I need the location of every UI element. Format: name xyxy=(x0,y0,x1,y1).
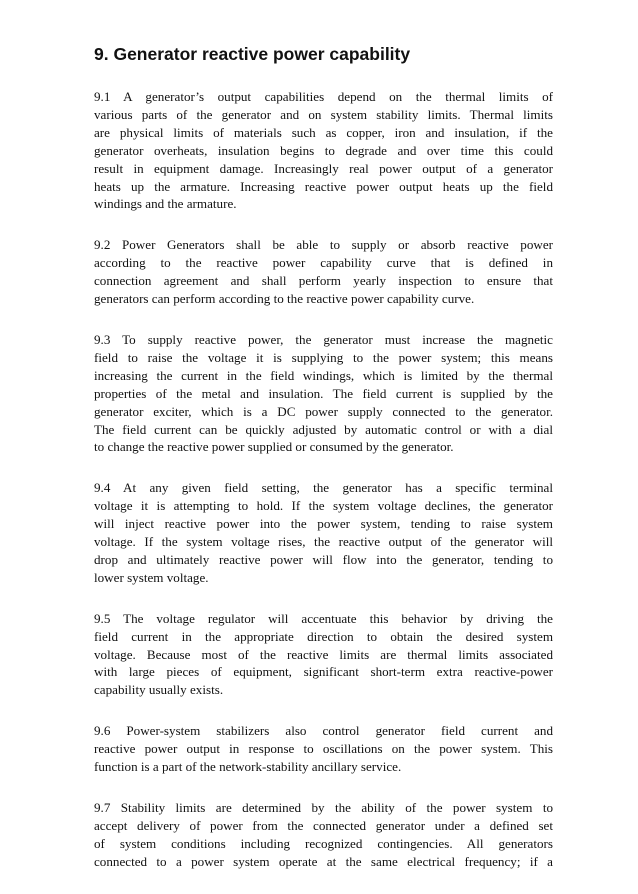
text-line: capability usually exists. xyxy=(94,682,224,698)
paragraph-2 xyxy=(94,236,553,308)
text-line: 9.3 To supply reactive power, the generator must increase the magnetic xyxy=(94,331,553,347)
text-line: voltage. Because most of the reactive limits are thermal limits associated xyxy=(94,646,553,662)
paragraph-6 xyxy=(94,722,553,776)
text-line: reactive power output in response to oscillations on the power system. This xyxy=(94,741,553,757)
text-line: 9.7 Stability limits are determined by the ability of the power system to xyxy=(94,800,553,815)
text-line: of system conditions including recognized contingencies. All generators xyxy=(94,835,553,851)
text-line: function is a part of the network-stability ancillary service. xyxy=(94,759,402,775)
paragraph-4 xyxy=(94,479,553,586)
text-line: result in equipment damage. Increasingly real power output of a generator xyxy=(94,160,553,176)
document-body xyxy=(94,88,553,894)
paragraph-3 xyxy=(94,331,553,456)
text-line: generator overheats, insulation begins to degrade and over time this could xyxy=(94,142,553,158)
text-line: will inject reactive power into the power system, tending to raise system xyxy=(94,516,553,532)
text-line: field to raise the voltage it is supplying to the power system; this means xyxy=(94,349,553,365)
text-line: heats up the armature. Increasing reactive power output heats up the field xyxy=(94,178,553,194)
text-line: voltage it is attempting to hold. If the system voltage declines, the generator xyxy=(94,498,553,514)
text-line: field current in the appropriate direction to obtain the desired system xyxy=(94,628,553,644)
text-line: 9.1 A generator’s output capabilities depend on the thermal limits of xyxy=(94,89,553,104)
paragraph-5 xyxy=(94,610,553,700)
text-line: The field current can be quickly adjusted by automatic control or with a dial xyxy=(94,421,553,437)
paragraph-7 xyxy=(94,799,553,871)
text-line: accept delivery of power from the connected generator under a defined set xyxy=(94,817,553,833)
text-line: 9.2 Power Generators shall be able to supply or absorb reactive power xyxy=(94,237,553,253)
text-line: connected to a power system operate at the same electrical frequency; if a xyxy=(94,853,553,869)
section-heading: 9. Generator reactive power capability xyxy=(94,44,411,64)
text-line: with large pieces of equipment, significant short-term extra reactive-power xyxy=(94,664,553,680)
text-line: are physical limits of materials such as copper, iron and insulation, if the xyxy=(94,124,553,140)
text-line: various parts of the generator and on system stability limits. Thermal limits xyxy=(94,106,553,122)
text-line: generator exciter, which is a DC power supply connected to the generator. xyxy=(94,403,553,419)
text-line: according to the reactive power capability curve that is defined in xyxy=(94,255,553,271)
text-line: to change the reactive power supplied or consumed by the generator. xyxy=(94,439,454,455)
text-line: windings and the armature. xyxy=(94,196,237,212)
text-line: 9.5 The voltage regulator will accentuate this behavior by driving the xyxy=(94,610,553,626)
text-line: properties of the metal and insulation. The field current is supplied by the xyxy=(94,385,553,401)
text-line: 9.6 Power-system stabilizers also control generator field current and xyxy=(94,723,553,739)
text-line: 9.4 At any given field setting, the generator has a specific terminal xyxy=(94,480,553,496)
text-line: voltage. If the system voltage rises, the reactive output of the generator will xyxy=(94,534,553,550)
text-line: generators can perform according to the reactive power capability curve. xyxy=(94,291,475,307)
text-line: connection agreement and shall perform yearly inspection to ensure that xyxy=(94,273,553,289)
paragraph-1 xyxy=(94,88,553,213)
text-line: drop and ultimately reactive power will flow into the generator, tending to xyxy=(94,551,553,567)
text-line: lower system voltage. xyxy=(94,569,209,585)
text-line: increasing the current in the field windings, which is limited by the thermal xyxy=(94,367,553,383)
